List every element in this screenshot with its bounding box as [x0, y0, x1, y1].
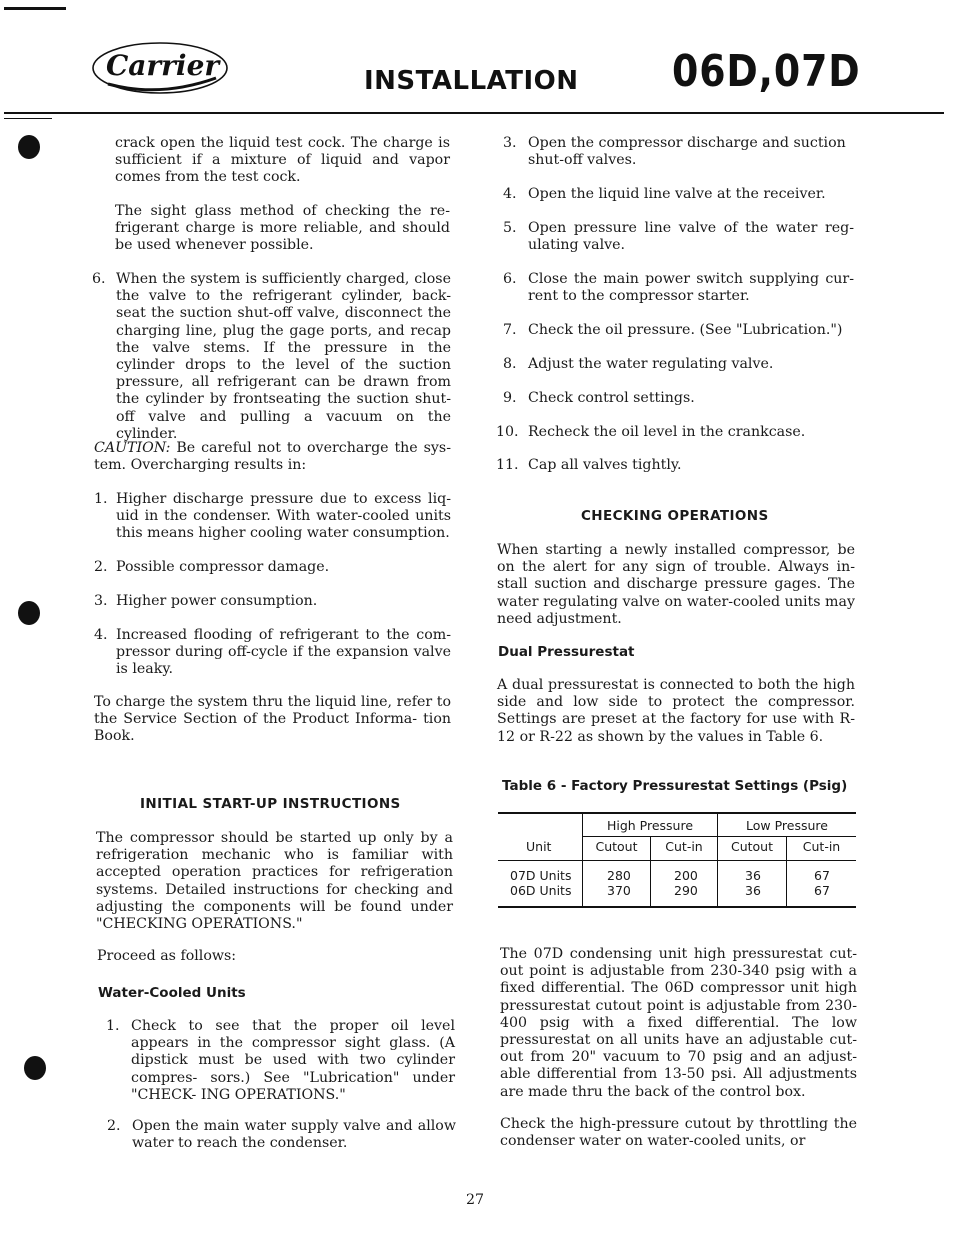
table-row [498, 883, 856, 899]
step-number: 10. [496, 424, 519, 440]
startup-step-7: Check the oil pressure. (See "Lubrication.") [528, 322, 843, 338]
table-row [498, 868, 856, 884]
startup-step-3: Open the compressor discharge and suction shut-off valves. [528, 135, 846, 169]
table-top-rule [498, 812, 856, 814]
step-number: 11. [496, 457, 519, 473]
corner-mark [4, 7, 66, 10]
startup-step-4: Open the liquid line valve at the receiver. [528, 186, 826, 202]
step-number: 1. [106, 1018, 120, 1034]
caution-label: CAUTION: [94, 440, 171, 456]
list-number: 6. [92, 271, 106, 287]
high-cutin-cell: 290 [674, 883, 698, 898]
header-rule-tail [4, 118, 52, 119]
step-number: 6. [503, 271, 517, 287]
unit-cell: 06D Units [510, 883, 572, 898]
step-number: 7. [503, 322, 517, 338]
cutout-paragraph: The 07D condensing unit high pressurestat cut- out point is adjustable from 230-340 psig with a fixed differential. The 06D compressor unit high pressurestat cutout point is adjustable from 230-400 psig with a fixed differential. The low pressurestat on all units have an adjustable cut- out from 20" vacuum to 70 psig and an adjust- able differential from 13-50 psi. All adjustments are made thru the back of the control box. [500, 946, 857, 1100]
cutout-header: Cutout [595, 839, 638, 854]
left-paragraph-1: crack open the liquid test cock. The charge is sufficient if a mixture of liquid and vapor comes from the test cock. [115, 135, 450, 186]
low-cutin-cell: 67 [814, 868, 830, 883]
cutout-header: Cutout [730, 839, 774, 854]
list-item: Increased flooding of refrigerant to the com- pressor during off-cycle if the expansion valve is leaky. [116, 627, 451, 678]
brand-name: Carrier [106, 49, 220, 82]
list-item: Higher power consumption. [116, 593, 318, 609]
list-item: Possible compressor damage. [116, 559, 330, 575]
list-number: 4. [94, 627, 108, 643]
binder-hole [18, 135, 40, 159]
startup-step-10: Recheck the oil level in the crankcase. [528, 424, 806, 440]
left-paragraph-3: To charge the system thru the liquid line, refer to the Service Section of the Product Informa- tion Book. [94, 694, 451, 745]
list-item: Higher discharge pressure due to excess liq- uid in the condenser. With water-cooled units this means higher cooling water consumption. [116, 491, 451, 542]
table-title: Table 6 - Factory Pressurestat Settings (Psig) [502, 778, 848, 794]
table-header-rule [498, 860, 856, 861]
left-paragraph-2: The sight glass method of checking the re- frigerant charge is more reliable, and should be used whenever possible. [115, 203, 450, 254]
high-cutin-cell: 200 [674, 868, 698, 883]
cutin-header: Cut-in [665, 839, 703, 854]
page-number: 27 [466, 1192, 485, 1208]
startup-step-5: Open pressure line valve of the water reg- ulating valve. [528, 220, 854, 254]
startup-paragraph: The compressor should be started up only by a refrigeration mechanic who is familiar with accepted operation practices for refrigeration systems. Detailed instructions for checking and adjusting the components will be found under "CHECKING OPERATIONS." [96, 830, 453, 933]
list-number: 1. [94, 491, 108, 507]
proceed-paragraph: Proceed as follows: [97, 948, 237, 964]
startup-step-2: Open the main water supply valve and allow water to reach the condenser. [132, 1118, 456, 1152]
low-cutout-cell: 36 [745, 868, 761, 883]
caution-paragraph [94, 440, 451, 474]
startup-step-11: Cap all valves tightly. [528, 457, 682, 473]
step-number: 4. [503, 186, 517, 202]
table-bottom-rule [498, 906, 856, 908]
table-subheader-rule [583, 836, 856, 837]
step-number: 2. [107, 1118, 121, 1134]
checking-operations-heading: CHECKING OPERATIONS [581, 508, 769, 524]
step-number: 8. [503, 356, 517, 372]
header-rule [4, 112, 944, 114]
step-number: 5. [503, 220, 517, 236]
step-number: 9. [503, 390, 517, 406]
low-cutin-cell: 67 [814, 883, 830, 898]
startup-step-1: Check to see that the proper oil level appears in the compressor sight glass. (A dipstick must be used with two cylinder compres- sors.) See "Lubrication" under "CHECK- ING OPERATIONS." [131, 1018, 455, 1103]
dual-pressurestat-heading: Dual Pressurestat [498, 644, 635, 660]
charging-step-6: When the system is sufficiently charged, close the valve to the refrigerant cylinder, back- seat the suction shut-off valve, disconnect the charging line, plug the gage ports, and recap the valve stems. If the pressure in the cylinder drops to the level of the suction pressure, all refrigerant can be drawn from the cylinder by frontseating the suction shut- off valve and pulling a vacuum on the cylinder. [116, 271, 451, 442]
carrier-logo [90, 40, 230, 96]
high-pressure-header: High Pressure [606, 818, 694, 833]
cutin-header: Cut-in [802, 839, 841, 854]
list-number: 2. [94, 559, 108, 575]
binder-hole [18, 601, 40, 625]
startup-heading: INITIAL START-UP INSTRUCTIONS [140, 796, 401, 812]
high-cutout-cell: 370 [607, 883, 631, 898]
startup-step-6: Close the main power switch supplying cur- rent to the compressor starter. [528, 271, 854, 305]
low-cutout-cell: 36 [745, 883, 761, 898]
low-pressure-header: Low Pressure [746, 818, 828, 833]
caution-text: Be careful not to overcharge the sys- tem. Overcharging results in: [94, 440, 451, 474]
startup-step-9: Check control settings. [528, 390, 695, 406]
water-cooled-heading: Water-Cooled Units [98, 985, 246, 1001]
model-title: 06D,07D [672, 46, 861, 97]
checking-paragraph: When starting a newly installed compressor, be on the alert for any sign of trouble. Always in- stall suction and discharge pressure gages. The water regulating valve on water-cooled units may need adjustment. [497, 542, 855, 627]
high-pressure-check-paragraph: Check the high-pressure cutout by throttling the condenser water on water-cooled units, or [500, 1116, 857, 1150]
unit-header: Unit [526, 839, 552, 854]
high-cutout-cell: 280 [607, 868, 631, 883]
section-title: INSTALLATION [364, 66, 579, 96]
step-number: 3. [503, 135, 517, 151]
startup-step-8: Adjust the water regulating valve. [528, 356, 774, 372]
unit-cell: 07D Units [510, 868, 572, 883]
pressurestat-paragraph: A dual pressurestat is connected to both the high side and low side to protect the compressor. Settings are preset at the factory for use with R-12 or R-22 as shown by the values in Table 6. [497, 677, 855, 745]
binder-hole [24, 1056, 46, 1080]
list-number: 3. [94, 593, 108, 609]
